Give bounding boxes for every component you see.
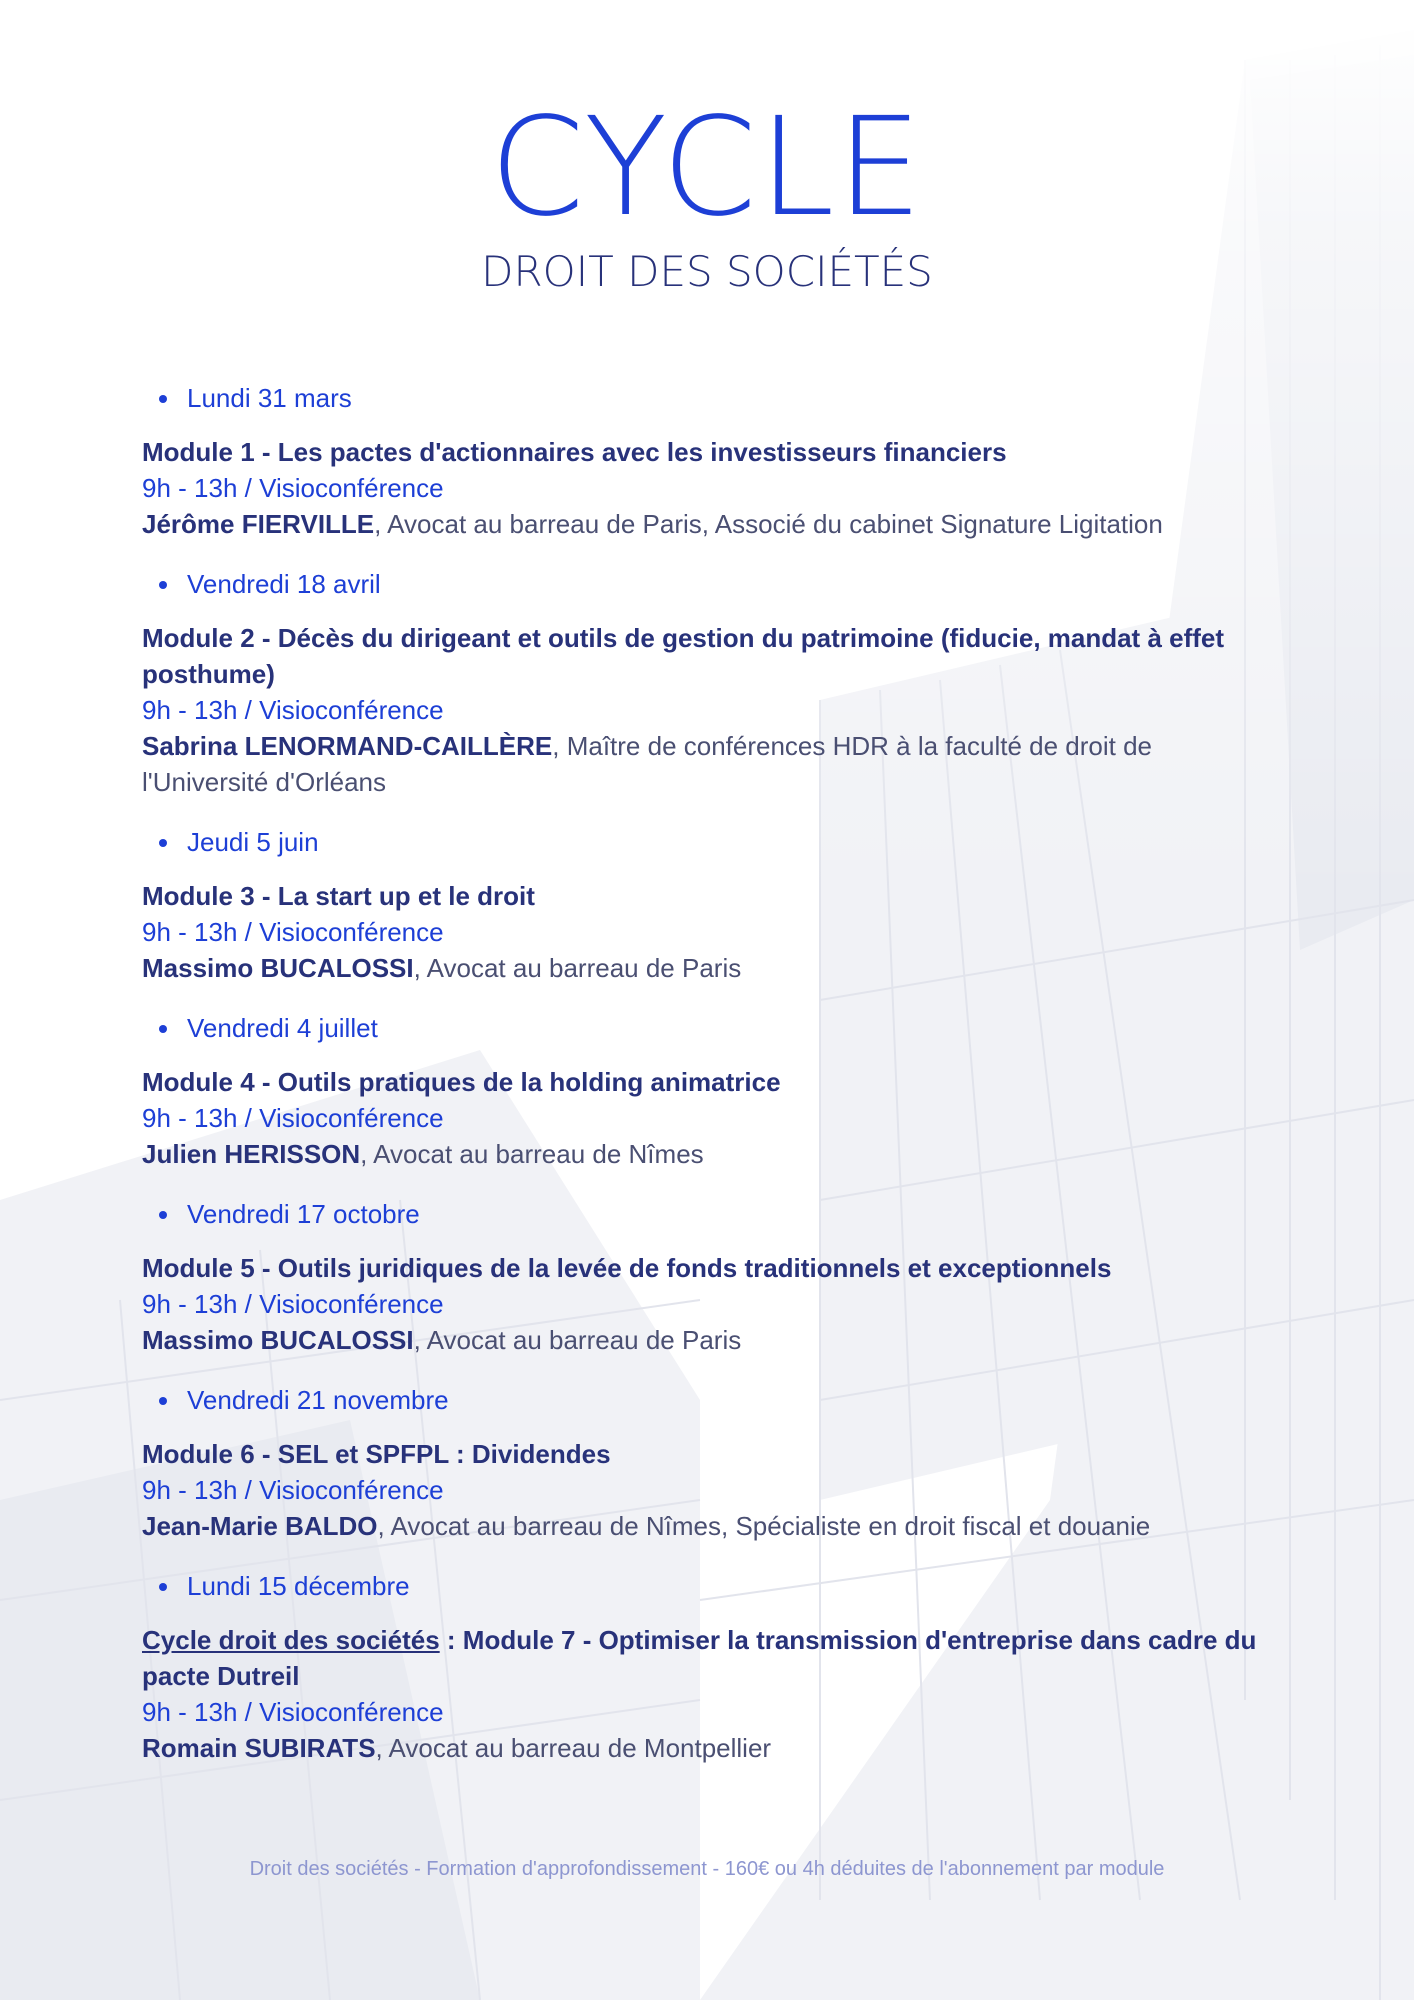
speaker-name: Massimo BUCALOSSI — [142, 1325, 414, 1355]
bullet-icon — [159, 1583, 167, 1591]
session-time: 9h - 13h / Visioconférence — [142, 695, 444, 725]
speaker-role: , Avocat au barreau de Montpellier — [375, 1733, 772, 1763]
speaker-name: Jérôme FIERVILLE — [142, 509, 375, 539]
speaker — [142, 728, 1282, 800]
speaker-role: , Avocat au barreau de Paris, Associé du cabinet Signature Ligitation — [374, 509, 1163, 539]
session-time: 9h - 13h / Visioconférence — [142, 1103, 444, 1133]
footer-note: Droit des sociétés - Formation d'approfondissement - 160€ ou 4h déduites de l'abonnement par module — [249, 1858, 1165, 1880]
session-date-text: Vendredi 17 octobre — [187, 1199, 420, 1229]
session-5 — [142, 1196, 1282, 1358]
session-date — [142, 1196, 1282, 1232]
module-text: : Module 7 - Optimiser la transmission d'entreprise dans cadre du pacte Dutreil — [142, 1625, 1257, 1691]
page-title: CYCLE — [489, 89, 925, 247]
module-text: Module 6 - SEL et SPFPL : Dividendes — [142, 1439, 611, 1469]
module-text: Module 5 - Outils juridiques de la levée de fonds traditionnels et exceptionnels — [142, 1253, 1112, 1283]
bullet-icon — [159, 839, 167, 847]
session-4 — [142, 1010, 1282, 1172]
session-time: 9h - 13h / Visioconférence — [142, 1475, 444, 1505]
speaker-role: , Avocat au barreau de Nîmes, Spécialiste en droit fiscal et douanie — [377, 1511, 1151, 1541]
speaker-name: Massimo BUCALOSSI — [142, 953, 414, 983]
session-6 — [142, 1382, 1282, 1544]
module-title — [142, 1436, 1282, 1472]
speaker-name: Romain SUBIRATS — [142, 1733, 376, 1763]
module-title — [142, 1064, 1282, 1100]
speaker-role: , Avocat au barreau de Paris — [413, 1325, 742, 1355]
session-date — [142, 380, 1282, 416]
speaker — [142, 1136, 1282, 1172]
session-time: 9h - 13h / Visioconférence — [142, 473, 444, 503]
speaker-role: , Avocat au barreau de Nîmes — [360, 1139, 704, 1169]
speaker — [142, 506, 1282, 542]
speaker — [142, 950, 1282, 986]
module-title — [142, 1622, 1282, 1694]
module-text: Module 2 - Décès du dirigeant et outils de gestion du patrimoine (fiducie, mandat à effet posthume) — [142, 623, 1225, 689]
session-date — [142, 1382, 1282, 1418]
bullet-icon — [159, 1025, 167, 1033]
bullet-icon — [159, 581, 167, 589]
session-3 — [142, 824, 1282, 986]
speaker-name: Jean-Marie BALDO — [142, 1511, 378, 1541]
speaker — [142, 1508, 1282, 1544]
speaker — [142, 1322, 1282, 1358]
module-title — [142, 1250, 1282, 1286]
session-time: 9h - 13h / Visioconférence — [142, 1697, 444, 1727]
module-text: Module 1 - Les pactes d'actionnaires avec les investisseurs financiers — [142, 437, 1007, 467]
module-title — [142, 620, 1282, 692]
session-date — [142, 566, 1282, 602]
session-date-text: Jeudi 5 juin — [187, 827, 319, 857]
module-title — [142, 878, 1282, 914]
speaker-name: Sabrina LENORMAND-CAILLÈRE — [142, 731, 553, 761]
session-date-text: Vendredi 21 novembre — [187, 1385, 449, 1415]
session-date — [142, 1010, 1282, 1046]
bullet-icon — [159, 1397, 167, 1405]
session-date-text: Lundi 15 décembre — [187, 1571, 410, 1601]
bullet-icon — [159, 1211, 167, 1219]
speaker-role: , Maître de conférences HDR à la faculté de droit de l'Université d'Orléans — [142, 731, 1153, 797]
session-1 — [142, 380, 1282, 542]
session-date — [142, 1568, 1282, 1604]
module-title — [142, 434, 1282, 470]
bullet-icon — [159, 395, 167, 403]
speaker — [142, 1730, 1282, 1766]
speaker-role: , Avocat au barreau de Paris — [413, 953, 742, 983]
session-time: 9h - 13h / Visioconférence — [142, 917, 444, 947]
session-7 — [142, 1568, 1282, 1766]
session-time: 9h - 13h / Visioconférence — [142, 1289, 444, 1319]
module-prefix[interactable]: Cycle droit des sociétés — [142, 1625, 440, 1655]
page-subtitle: DROIT DES SOCIÉTÉS — [481, 247, 933, 296]
session-date-text: Lundi 31 mars — [187, 383, 352, 413]
module-text: Module 3 - La start up et le droit — [142, 881, 535, 911]
sessions-list — [142, 380, 1282, 1766]
module-text: Module 4 - Outils pratiques de la holding animatrice — [142, 1067, 781, 1097]
session-date-text: Vendredi 4 juillet — [187, 1013, 378, 1043]
speaker-name: Julien HERISSON — [142, 1139, 361, 1169]
session-date — [142, 824, 1282, 860]
session-2 — [142, 566, 1282, 800]
session-date-text: Vendredi 18 avril — [187, 569, 381, 599]
